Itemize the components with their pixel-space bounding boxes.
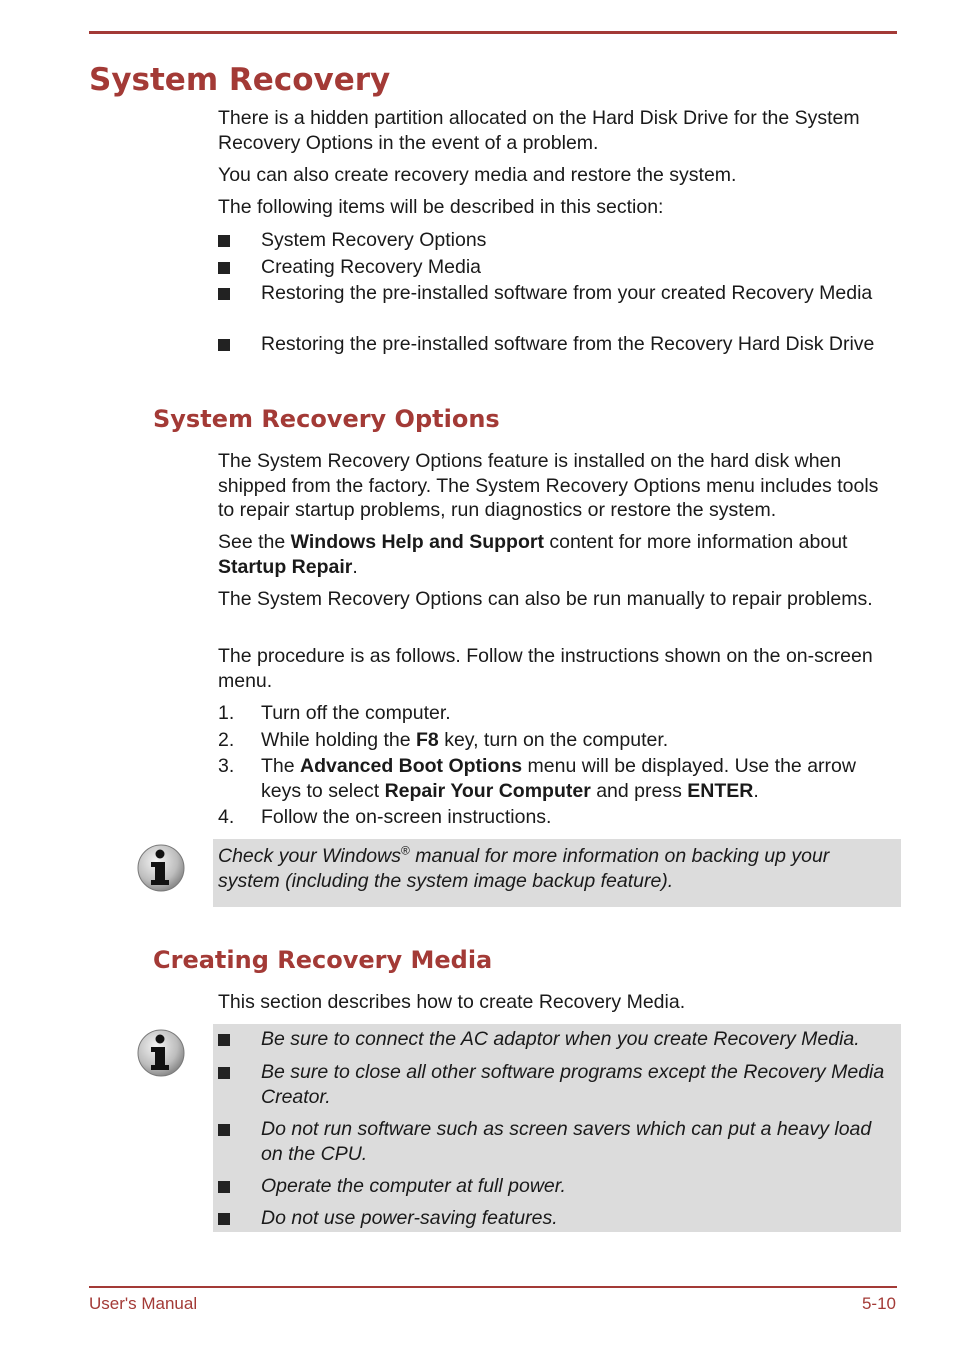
list-item-text: System Recovery Options (261, 229, 487, 251)
intro-paragraph-2: You can also create recovery media and restore the system. (218, 164, 737, 186)
italic-run: Do not run software such as screen savers which can put a heavy load on the CPU. (261, 1118, 872, 1165)
page-title: System Recovery (89, 62, 391, 98)
note-list-text (261, 1117, 891, 1166)
top-rule (89, 31, 897, 34)
bullet-icon (218, 1181, 230, 1193)
options-paragraph-1: The System Recovery Options feature is installed on the hard disk when shipped from the factory. The System Recovery Options menu includes tools to repair startup problems, run diagnostics or restore the system. (218, 450, 879, 521)
step-number: 2. (218, 729, 235, 751)
bullet-icon (218, 1067, 230, 1079)
bold-run: Windows Help and Support (290, 531, 544, 553)
bold-run: ENTER (687, 779, 754, 802)
options-paragraph-3: The System Recovery Options can also be run manually to repair problems. (218, 588, 873, 610)
step-number: 3. (218, 755, 235, 777)
note-text (218, 844, 878, 893)
section-heading-options: System Recovery Options (153, 405, 500, 433)
text-run: menu will be displayed. Use the arrow keys to select (261, 755, 856, 802)
bullet-icon (218, 1034, 230, 1046)
note-list-text (261, 1060, 891, 1109)
text-run: content for more information about (543, 531, 848, 553)
intro-paragraph-3: The following items will be described in this section: (218, 196, 664, 218)
text-run: key, turn on the computer. (438, 729, 669, 751)
step-text (261, 701, 891, 726)
text-run: Follow the on-screen instructions. (261, 806, 552, 828)
italic-run: Be sure to connect the AC adaptor when you create Recovery Media. (261, 1028, 860, 1050)
italic-run: Do not use power-saving features. (261, 1207, 558, 1229)
info-icon (136, 843, 186, 893)
intro-paragraph-1: There is a hidden partition allocated on the Hard Disk Drive for the System Recovery Options in the event of a problem. (218, 107, 860, 154)
options-paragraph-2 (218, 530, 890, 579)
list-item-text: Creating Recovery Media (261, 256, 482, 278)
note-list-text (261, 1027, 901, 1052)
step-number: 4. (218, 806, 235, 828)
step-number: 1. (218, 702, 235, 724)
bold-run: Advanced Boot Options (300, 755, 523, 777)
registered-mark: ® (400, 843, 410, 858)
bullet-icon (218, 1124, 230, 1136)
text-run: Turn off the computer. (261, 702, 451, 724)
text-run: . (753, 779, 759, 802)
text-run: and press (590, 779, 688, 802)
note-list-text (261, 1206, 891, 1231)
bottom-rule (89, 1286, 897, 1288)
note-box-windows (213, 839, 901, 907)
text-run: . (352, 555, 358, 578)
list-item-text: Restoring the pre-installed software from the Recovery Hard Disk Drive (261, 333, 875, 355)
info-icon (136, 1028, 186, 1078)
options-paragraph-4: The procedure is as follows. Follow the instructions shown on the on-screen menu. (218, 645, 873, 692)
text-run: See the (218, 531, 291, 553)
bold-run: Startup Repair (218, 555, 353, 578)
bullet-icon (218, 288, 230, 300)
bullet-icon (218, 235, 230, 247)
italic-run: Operate the computer at full power. (261, 1175, 566, 1197)
text-run: While holding the (261, 729, 417, 751)
bullet-icon (218, 339, 230, 351)
step-text (261, 754, 891, 803)
list-item-text: Restoring the pre-installed software from your created Recovery Media (261, 282, 873, 304)
note-list-text (261, 1174, 891, 1199)
bold-run: Repair Your Computer (384, 779, 591, 802)
bullet-icon (218, 262, 230, 274)
italic-run: Check your Windows (218, 845, 401, 867)
text-run: The (261, 755, 301, 777)
bullet-icon (218, 1213, 230, 1225)
step-text (261, 805, 891, 830)
italic-run: manual for more information on backing up your system (including the system image backup feature). (218, 845, 830, 892)
italic-run: Be sure to close all other software programs except the Recovery Media Creator. (261, 1061, 885, 1108)
bold-run: F8 (416, 729, 439, 751)
footer-manual-title: User's Manual (89, 1294, 198, 1313)
media-paragraph-1: This section describes how to create Recovery Media. (218, 991, 686, 1013)
footer-page-number: 5-10 (861, 1294, 896, 1313)
step-text (261, 728, 891, 753)
section-heading-media: Creating Recovery Media (153, 946, 493, 974)
